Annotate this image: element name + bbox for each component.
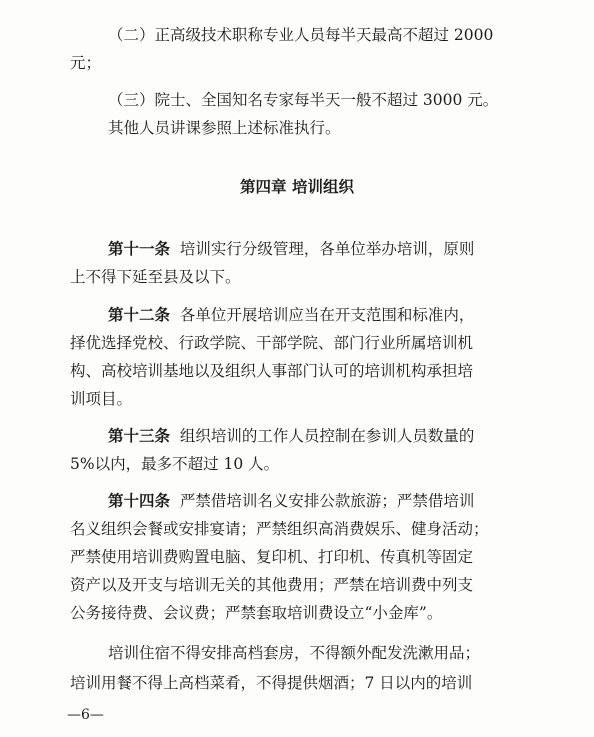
text-line: 构、高校培训基地以及组织人事部门认可的培训机构承担培 bbox=[70, 362, 474, 380]
text-line: 培训住宿不得安排高档套房，不得额外配发洗漱用品； bbox=[108, 644, 481, 662]
article-label: 第十一条 bbox=[108, 240, 171, 258]
article-text: 培训实行分级管理，各单位举办培训，原则 bbox=[179, 240, 475, 258]
article-label: 第十四条 bbox=[108, 492, 171, 510]
article-eleven-line bbox=[108, 238, 474, 260]
page-number: —6— bbox=[67, 707, 104, 723]
article-text: 严禁借培训名义安排公款旅游；严禁借培训 bbox=[179, 492, 475, 510]
text-line: 公务接待费、会议费；严禁套取培训费设立“小金库”。 bbox=[70, 604, 443, 622]
text-line: 资产以及开支与培训无关的其他费用；严禁在培训费中列支 bbox=[70, 576, 474, 594]
text-line: 培训用餐不得上高档菜肴，不得提供烟酒；7 日以内的培训 bbox=[70, 674, 473, 692]
text-line: （二）正高级技术职称专业人员每半天最高不超过 2000 bbox=[108, 26, 494, 44]
text-line: 择优选择党校、行政学院、干部学院、部门行业所属培训机 bbox=[70, 334, 474, 352]
article-label: 第十三条 bbox=[108, 427, 171, 445]
article-text: 组织培训的工作人员控制在参训人员数量的 bbox=[179, 427, 475, 445]
text-line: 上不得下延至县及以下。 bbox=[70, 268, 241, 286]
article-thirteen-line bbox=[108, 425, 474, 447]
text-line: （三）院士、全国知名专家每半天一般不超过 3000 元。 bbox=[108, 91, 499, 109]
text-line: 训项目。 bbox=[70, 390, 133, 408]
text-line: 严禁使用培训费购置电脑、复印机、打印机、传真机等固定 bbox=[70, 548, 474, 566]
text-line: 其他人员讲课参照上述标准执行。 bbox=[108, 119, 341, 137]
article-label: 第十二条 bbox=[108, 306, 171, 324]
article-fourteen-line bbox=[108, 490, 474, 512]
article-twelve-line bbox=[108, 304, 474, 326]
chapter-heading: 第四章 培训组织 bbox=[240, 178, 354, 196]
article-text: 各单位开展培训应当在开支范围和标准内， bbox=[179, 306, 475, 324]
text-line: 名义组织会餐或安排宴请；严禁组织高消费娱乐、健身活动； bbox=[70, 520, 489, 538]
text-line: 5%以内，最多不超过 10 人。 bbox=[70, 455, 280, 473]
text-line: 元； bbox=[70, 54, 102, 72]
